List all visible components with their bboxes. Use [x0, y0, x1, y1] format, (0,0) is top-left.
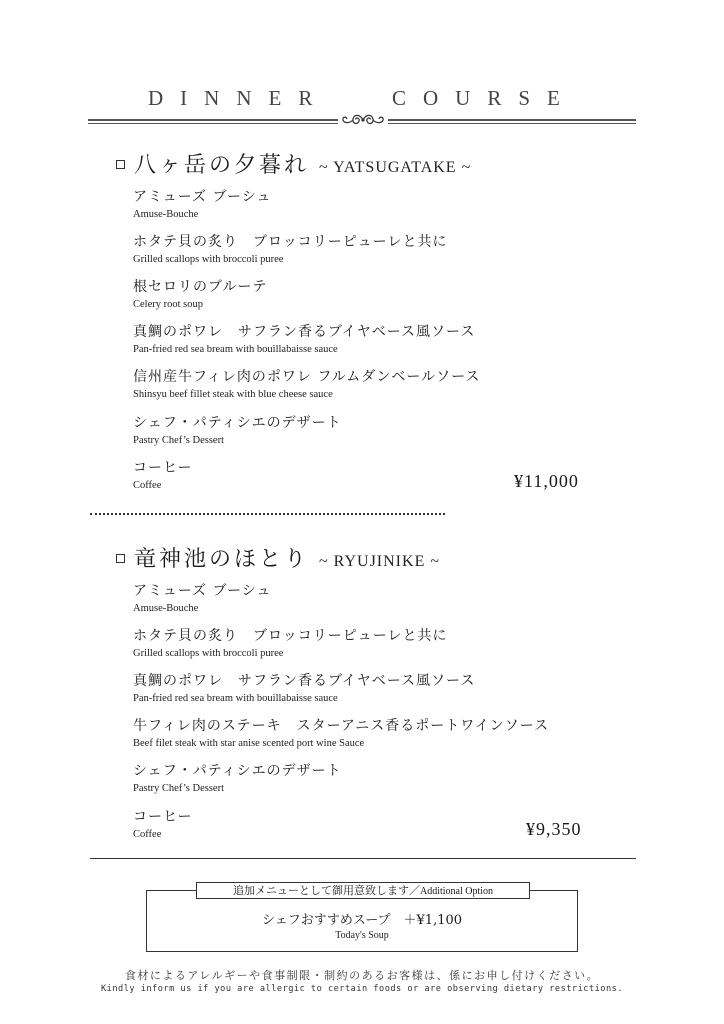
item-en: Shinsyu beef fillet steak with blue cheese sauce — [133, 389, 333, 400]
item-en: Amuse-Bouche — [133, 603, 199, 614]
bottom-divider — [90, 858, 636, 859]
course-title-en: ~ RYUJINIKE ~ — [319, 553, 440, 570]
item-en: Celery root soup — [133, 299, 203, 310]
list-item — [133, 672, 475, 706]
course-title-jp: 竜神池のほとり — [134, 547, 310, 572]
allergy-note-en: Kindly inform us if you are allergic to certain foods or are observing dietary restrictions. — [101, 984, 623, 994]
course-price: ¥9,350 — [526, 819, 582, 839]
menu-header — [0, 0, 724, 140]
item-jp: シェフ・パティシエのデザート — [133, 763, 342, 779]
list-item — [133, 278, 267, 312]
course-title — [116, 148, 471, 179]
option-item-en: Today's Soup — [335, 930, 389, 941]
item-en: Pastry Chef’s Dessert — [133, 783, 224, 794]
course-price: ¥11,000 — [514, 471, 579, 491]
option-label-en: Additional Option — [419, 886, 494, 897]
square-bullet-icon — [116, 554, 125, 563]
option-label-jp: 追加メニューとして御用意致します／ — [232, 884, 420, 897]
item-en: Pastry Chef’s Dessert — [133, 435, 224, 446]
item-jp: アミューズ ブーシュ — [133, 583, 272, 599]
title-course: COURSE — [392, 86, 577, 110]
list-item — [133, 459, 192, 493]
item-jp: 根セロリのブルーテ — [133, 279, 268, 295]
flourish-ornament-icon — [338, 108, 388, 132]
course-title-jp: 八ヶ岳の夕暮れ — [134, 153, 310, 178]
item-en: Amuse-Bouche — [133, 209, 199, 220]
square-bullet-icon — [116, 160, 125, 169]
item-en: Coffee — [133, 829, 162, 840]
option-item-jp: シェフおすすめスープ ＋¥1,100 — [261, 913, 463, 928]
item-jp: 信州産牛フィレ肉のポワレ フルムダンベールソース — [133, 369, 481, 385]
item-jp: 真鯛のポワレ サフラン香るブイヤベース風ソース — [133, 673, 476, 689]
course-title — [116, 542, 440, 573]
list-item — [133, 582, 272, 616]
list-item — [133, 323, 475, 357]
item-jp: 真鯛のポワレ サフラン香るブイヤベース風ソース — [133, 324, 476, 340]
title-dinner: DINNER — [148, 86, 330, 110]
list-item — [133, 627, 447, 661]
item-jp: アミューズ ブーシュ — [133, 189, 272, 205]
list-item — [133, 414, 342, 448]
item-jp: コーヒー — [133, 460, 193, 476]
item-en: Coffee — [133, 480, 162, 491]
additional-option-label — [196, 882, 530, 899]
item-en: Beef filet steak with star anise scented port wine Sauce — [133, 738, 365, 749]
list-item — [133, 368, 480, 402]
item-jp: 牛フィレ肉のステーキ スターアニス香るポートワインソース — [133, 718, 550, 734]
item-jp: ホタテ貝の炙り ブロッコリーピューレと共に — [133, 628, 448, 644]
item-jp: シェフ・パティシエのデザート — [133, 415, 342, 431]
list-item — [133, 808, 192, 842]
item-jp: コーヒー — [133, 809, 193, 825]
item-jp: ホタテ貝の炙り ブロッコリーピューレと共に — [133, 234, 448, 250]
course-title-en: ~ YATSUGATAKE ~ — [319, 159, 472, 176]
allergy-note-jp: 食材によるアレルギーや食事制限・制約のあるお客様は、係にお申し付けください。 — [124, 969, 600, 982]
list-item — [133, 233, 447, 267]
list-item — [133, 762, 342, 796]
item-en: Grilled scallops with broccoli puree — [133, 254, 284, 265]
item-en: Grilled scallops with broccoli puree — [133, 648, 284, 659]
list-item — [133, 188, 272, 222]
item-en: Pan-fried red sea bream with bouillabaisse sauce — [133, 693, 338, 704]
dotted-divider — [90, 513, 445, 515]
item-en: Pan-fried red sea bream with bouillabaisse sauce — [133, 344, 338, 355]
list-item — [133, 717, 549, 751]
